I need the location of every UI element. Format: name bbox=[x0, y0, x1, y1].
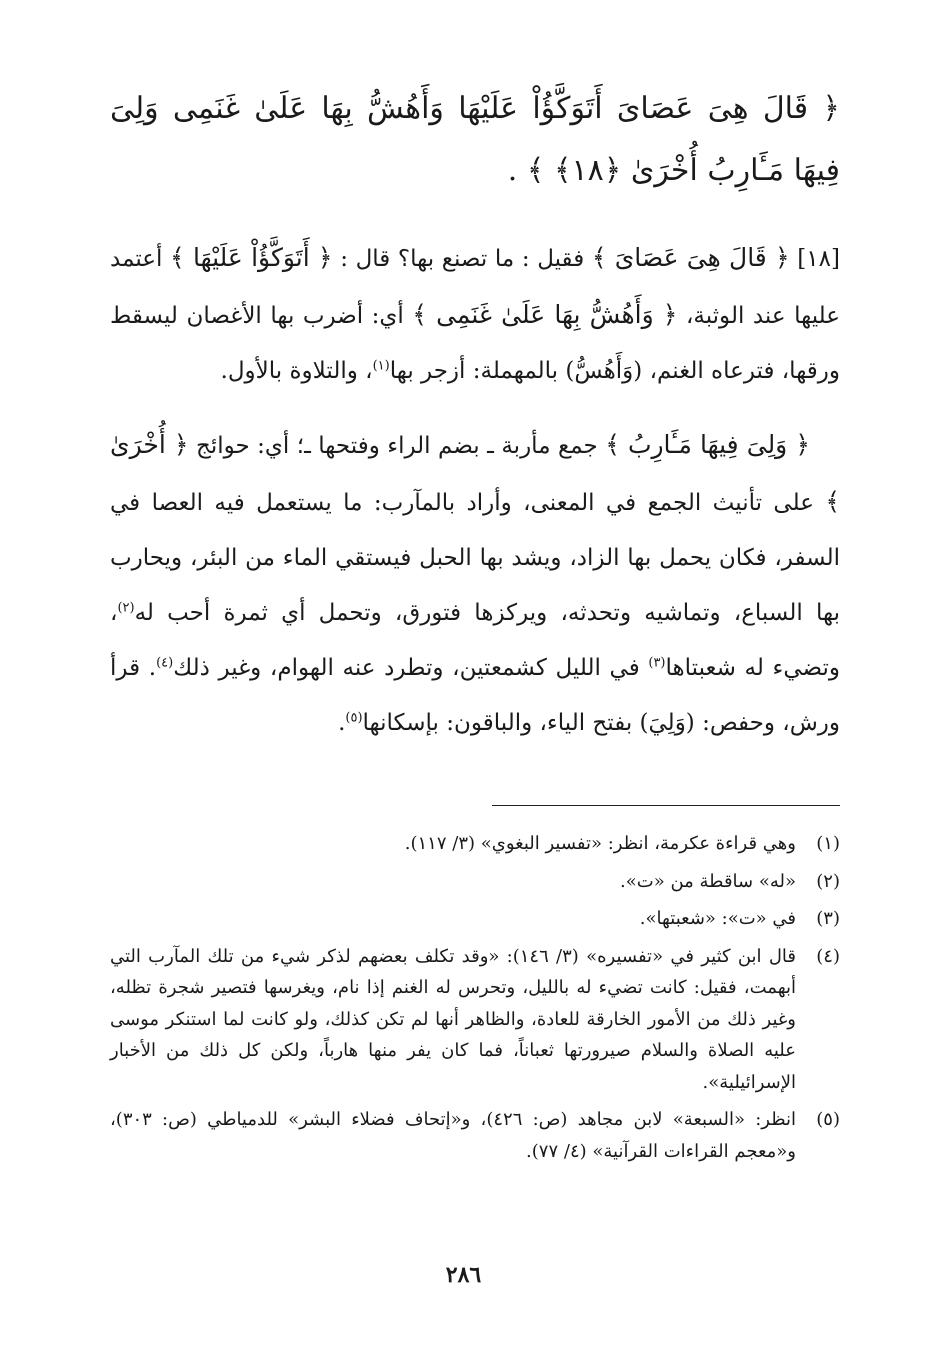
commentary-text: أعتمد عليها عند الوثبة، bbox=[110, 246, 840, 329]
footnote-number: (٢) bbox=[816, 870, 840, 892]
commentary-paragraph-1 bbox=[110, 230, 840, 399]
footnote-ref[interactable]: (١) bbox=[372, 358, 390, 374]
footnote-ref[interactable]: (٤) bbox=[156, 655, 174, 671]
footnote-number: (٤) bbox=[816, 945, 840, 967]
commentary-text: ، وتضيء له شعبتاها bbox=[110, 600, 840, 681]
quoted-verse: ﴿ قَالَ هِىَ عَصَاىَ ﴾ bbox=[591, 243, 790, 272]
commentary-paragraph-2 bbox=[110, 417, 840, 751]
commentary-text: ، والتلاوة بالأول. bbox=[220, 358, 373, 384]
quoted-verse: ﴿ أَتَوَكَّؤُاْ عَلَيْهَا ﴾ bbox=[170, 243, 333, 272]
commentary-text: . bbox=[338, 710, 346, 736]
footnotes bbox=[110, 828, 840, 1167]
quran-verse bbox=[110, 78, 840, 202]
quoted-verse: ﴿ أُخْرَىٰ ﴾ bbox=[110, 430, 840, 516]
quoted-verse: ﴿ وَأَهُشُّ بِهَا عَلَىٰ غَنَمِى ﴾ bbox=[412, 300, 678, 329]
footnote-item bbox=[110, 1104, 840, 1167]
footnote-item bbox=[110, 828, 840, 860]
footnote-text: «له» ساقطة من «ت». bbox=[620, 870, 796, 892]
footnote-item bbox=[110, 941, 840, 1099]
footnote-ref[interactable]: (٣) bbox=[648, 655, 666, 671]
commentary-text: . قرأ ورش، وحفص: (وَلِيَ) بفتح الياء، والباقون: بإسكانها bbox=[110, 655, 840, 736]
footnote-number: (١) bbox=[816, 833, 840, 854]
commentary-text: فقيل : ما تصنع بها؟ قال : bbox=[332, 246, 592, 272]
commentary-text: جمع مأربة ـ بضم الراء وفتحها ـ؛ أي: حوائج bbox=[188, 433, 606, 459]
page-number: ٢٨٦ bbox=[445, 1262, 482, 1288]
page-body bbox=[110, 78, 840, 1173]
footnote-text: قال ابن كثير في «تفسيره» (٣/ ١٤٦): «وقد تكلف بعضهم لذكر شيء من تلك المآرب التي أبهمت، فقيل: كانت تضيء له بالليل، وتحرس له الغنم إذا نام، ويغرسها فتصير شجرة تظله، وغير ذلك من الأمور الخارقة للعادة، والظاهر أنها لم تكن كذلك، ولو كانت لما استنكر موسى عليه الصلاة والسلام صيرورتها ثعباناً، فما كان يفر منها هارباً، ولكن كل ذلك من الأخبار الإسرائيلية». bbox=[110, 945, 796, 1093]
verse-line-2: أُخْرَىٰ ﴿١٨﴾ ﴾ . bbox=[507, 153, 698, 188]
verse-line-1: ﴿ قَالَ هِىَ عَصَاىَ أَتَوَكَّؤُاْ عَلَيْهَا وَأَهُشُّ بِهَا عَلَىٰ غَنَمِى وَلِىَ فِيهَا مَـَٔارِبُ bbox=[110, 91, 840, 188]
quoted-verse: ﴿ وَلِىَ فِيهَا مَـَٔارِبُ ﴾ bbox=[605, 430, 811, 459]
footnote-number: (٣) bbox=[816, 908, 840, 929]
footnote-ref[interactable]: (٢) bbox=[117, 600, 135, 616]
footnote-divider bbox=[492, 805, 840, 806]
footnote-ref[interactable]: (٥) bbox=[345, 710, 363, 726]
footnote-text: وهي قراءة عكرمة، انظر: «تفسير البغوي» (٣/ ١١٧). bbox=[404, 833, 796, 854]
footnote-item bbox=[110, 903, 840, 935]
commentary-text: أي: أضرب بها الأغصان ليسقط ورقها، فترعاه الغنم، (وَأَهُسُّ) بالمهملة: أزجر بها bbox=[110, 303, 840, 384]
footnote-text: في «ت»: «شعبتها». bbox=[639, 908, 796, 929]
commentary-text: على تأنيث الجمع في المعنى، وأراد بالمآرب: ما يستعمل فيه العصا في السفر، فكان يحمل بها الزاد، ويشد بها الحبل فيستقي الماء من البئر، ويحارب بها السباع، وتماشيه وتحدثه، ويركزها فتورق، وتحمل أي ثمرة أحب له bbox=[110, 490, 840, 626]
footnote-item bbox=[110, 866, 840, 898]
verse-number: [١٨] bbox=[789, 246, 840, 272]
commentary-text: في الليل كشمعتين، وتطرد عنه الهوام، وغير ذلك bbox=[173, 655, 649, 681]
footnote-text: انظر: «السبعة» لابن مجاهد (ص: ٤٢٦)، و«إتحاف فضلاء البشر» للدمياطي (ص: ٣٠٣)، و«معجم القراءات القرآنية» (٤/ ٧٧). bbox=[110, 1109, 797, 1162]
footnote-number: (٥) bbox=[816, 1109, 840, 1130]
